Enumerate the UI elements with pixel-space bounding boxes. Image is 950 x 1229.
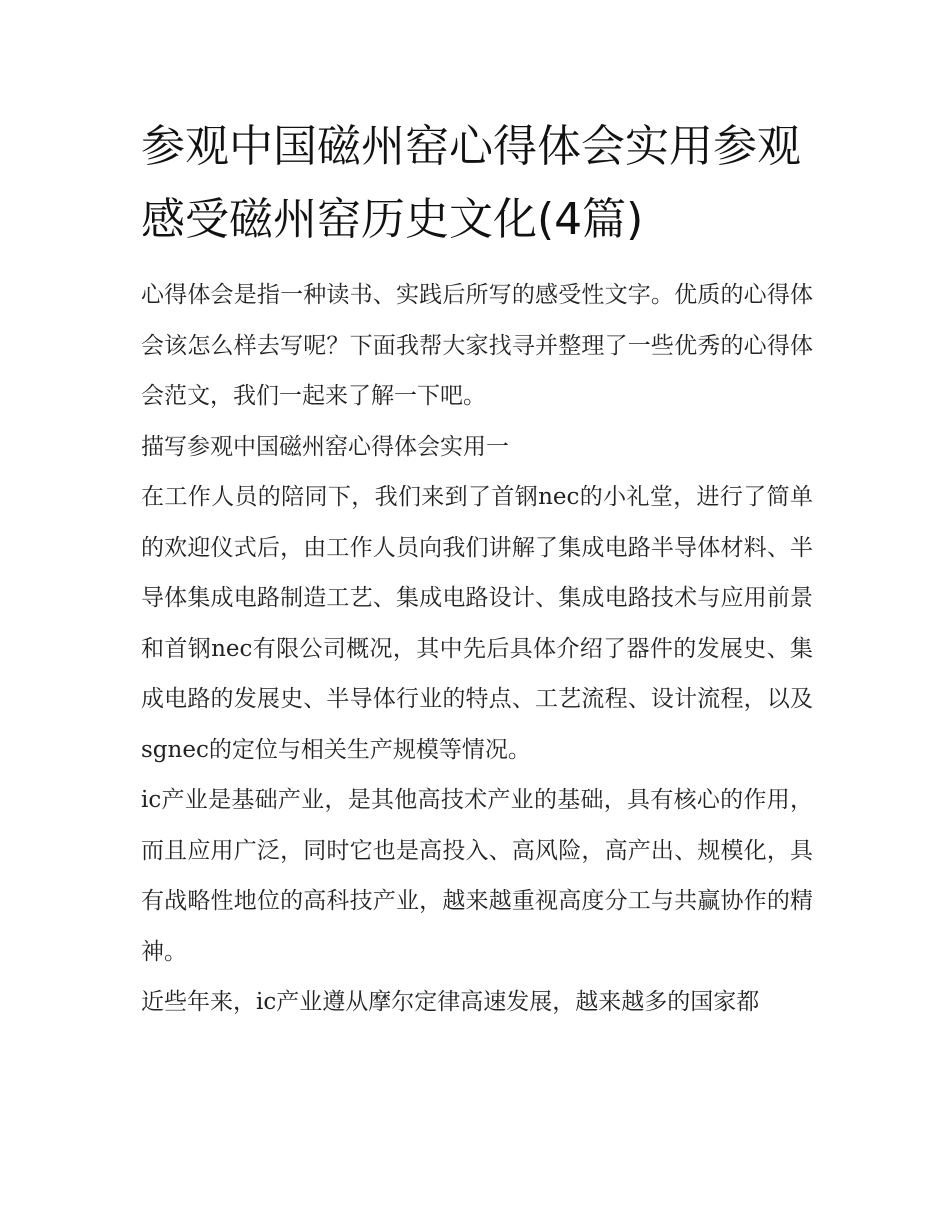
body-paragraph: 在工作人员的陪同下，我们来到了首钢nec的小礼堂，进行了简单的欢迎仪式后，由工作人员向我们讲解了集成电路半导体材料、半导体集成电路制造工艺、集成电路设计、集成电路技术与应用前景和首钢nec有限公司概况，其中先后具体介绍了器件的发展史、集成电路的发展史、半导体行业的特点、工艺流程、设计流程，以及sgnec的定位与相关生产规模等情况。 <box>141 484 813 763</box>
document-body <box>141 110 813 1028</box>
body-paragraph: ic产业是基础产业，是其他高技术产业的基础，具有核心的作用，而且应用广泛，同时它也是高投入、高风险，高产出、规模化，具有战略性地位的高科技产业，越来越重视高度分工与共赢协作的精神。 <box>141 787 813 965</box>
intro-paragraph: 心得体会是指一种读书、实践后所写的感受性文字。优质的心得体会该怎么样去写呢？下面我帮大家找寻并整理了一些优秀的心得体会范文，我们一起来了解一下吧。 <box>141 282 813 409</box>
body-paragraph: 近些年来，ic产业遵从摩尔定律高速发展，越来越多的国家都 <box>141 989 760 1015</box>
section-heading: 描写参观中国磁州窑心得体会实用一 <box>141 433 509 460</box>
document-title: 参观中国磁州窑心得体会实用参观感受磁州窑历史文化(4篇) <box>141 121 801 245</box>
